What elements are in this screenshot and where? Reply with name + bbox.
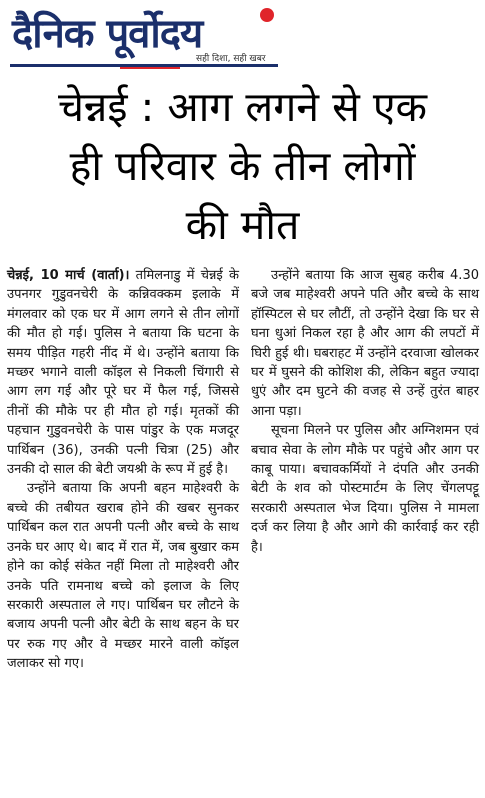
newspaper-tagline: सही दिशा, सही खबर [196,54,266,64]
masthead-accent-rule [120,67,180,69]
article-column-left [7,266,239,674]
newspaper-logo-title: दैनिक पूर्वोदय [12,10,203,57]
headline-line-2: ही परिवार के तीन लोगों [69,142,416,190]
headline-line-1: चेन्नई : आग लगने से एक [57,83,427,131]
dateline: चेन्नई, 10 मार्च (वार्ता)। [7,268,130,283]
masthead [0,0,485,74]
article-paragraph-2: उन्होंने बताया कि अपनी बहन माहेश्वरी के बच्चे की तबीयत खराब होने की खबर सुनकर पार्थिबन कल रात अपनी पत्नी और बच्चे के साथ उनके घर आए थे। बाद में रात में, जब बुखार कम होने का कोई संकेत नहीं मिला तो माहेश्वरी और उनके पति रामनाथ बच्चे को इलाज के लिए सरकारी अस्पताल ले गए। पार्थिबन घर लौटने के बजाय अपनी पत्नी और बेटी के साथ बहन के घर पर रुक गए और वे मच्छर मारने वाली कॉइल जलाकर सो गए। [7,481,239,672]
paragraph-1-text: तमिलनाडु में चेन्नई के उपनगर गुडुवनचेरी के कन्निवक्कम इलाके में मंगलवार को एक घर में आग लगने से तीन लोगों की मौत हो गई। पुलिस ने बताया कि घटना के समय पीड़ित गहरी नींद में थे। उन्होंने बताया कि मच्छर भगाने वाली कॉइल से निकली चिंगारी से आग लग गई और पूरे घर में फैल गई, जिससे तीनों की मौके पर ही मौत हो गई। मृतकों की पहचान गुडुवनचेरी के पास पांडुर के एक मजदूर पार्थिबन (36), उनकी पत्नी चित्रा (25) और उनकी दो साल की बेटी जयश्री के रूप में हुई है। [7,268,240,478]
logo-dot-icon [260,8,274,22]
article-paragraph-1 [7,266,239,479]
article-paragraph-3: उन्होंने बताया कि आज सुबह करीब 4.30 बजे जब माहेश्वरी अपने पति और बच्चे के साथ हॉस्पिटल से घर लौटीं, तो उन्होंने देखा कि घर से घना धुआं निकल रहा है और आग की लपटों में घिरी हुई थी। घबराहट में उन्होंने दरवाजा खोलकर घर में घुसने की कोशिश की, लेकिन बहुत ज्यादा धुएं और दम घुटने की वजह से उन्हें तुरंत बाहर आना पड़ा। [251,268,479,419]
article-column-right [251,266,479,557]
headline-line-3: की मौत [185,201,300,249]
article-headline [0,78,485,255]
article-paragraph-4: सूचना मिलने पर पुलिस और अग्निशमन एवं बचाव सेवा के लोग मौके पर पहुंचे और आग पर काबू पाया। बचावकर्मियों ने दंपति और उनकी बेटी के शव को पोस्टमार्टम के लिए चेंगलपट्टू सरकारी अस्पताल भेज दिया। पुलिस ने मामला दर्ज कर लिया है और आगे की कार्रवाई कर रही है। [251,423,479,555]
